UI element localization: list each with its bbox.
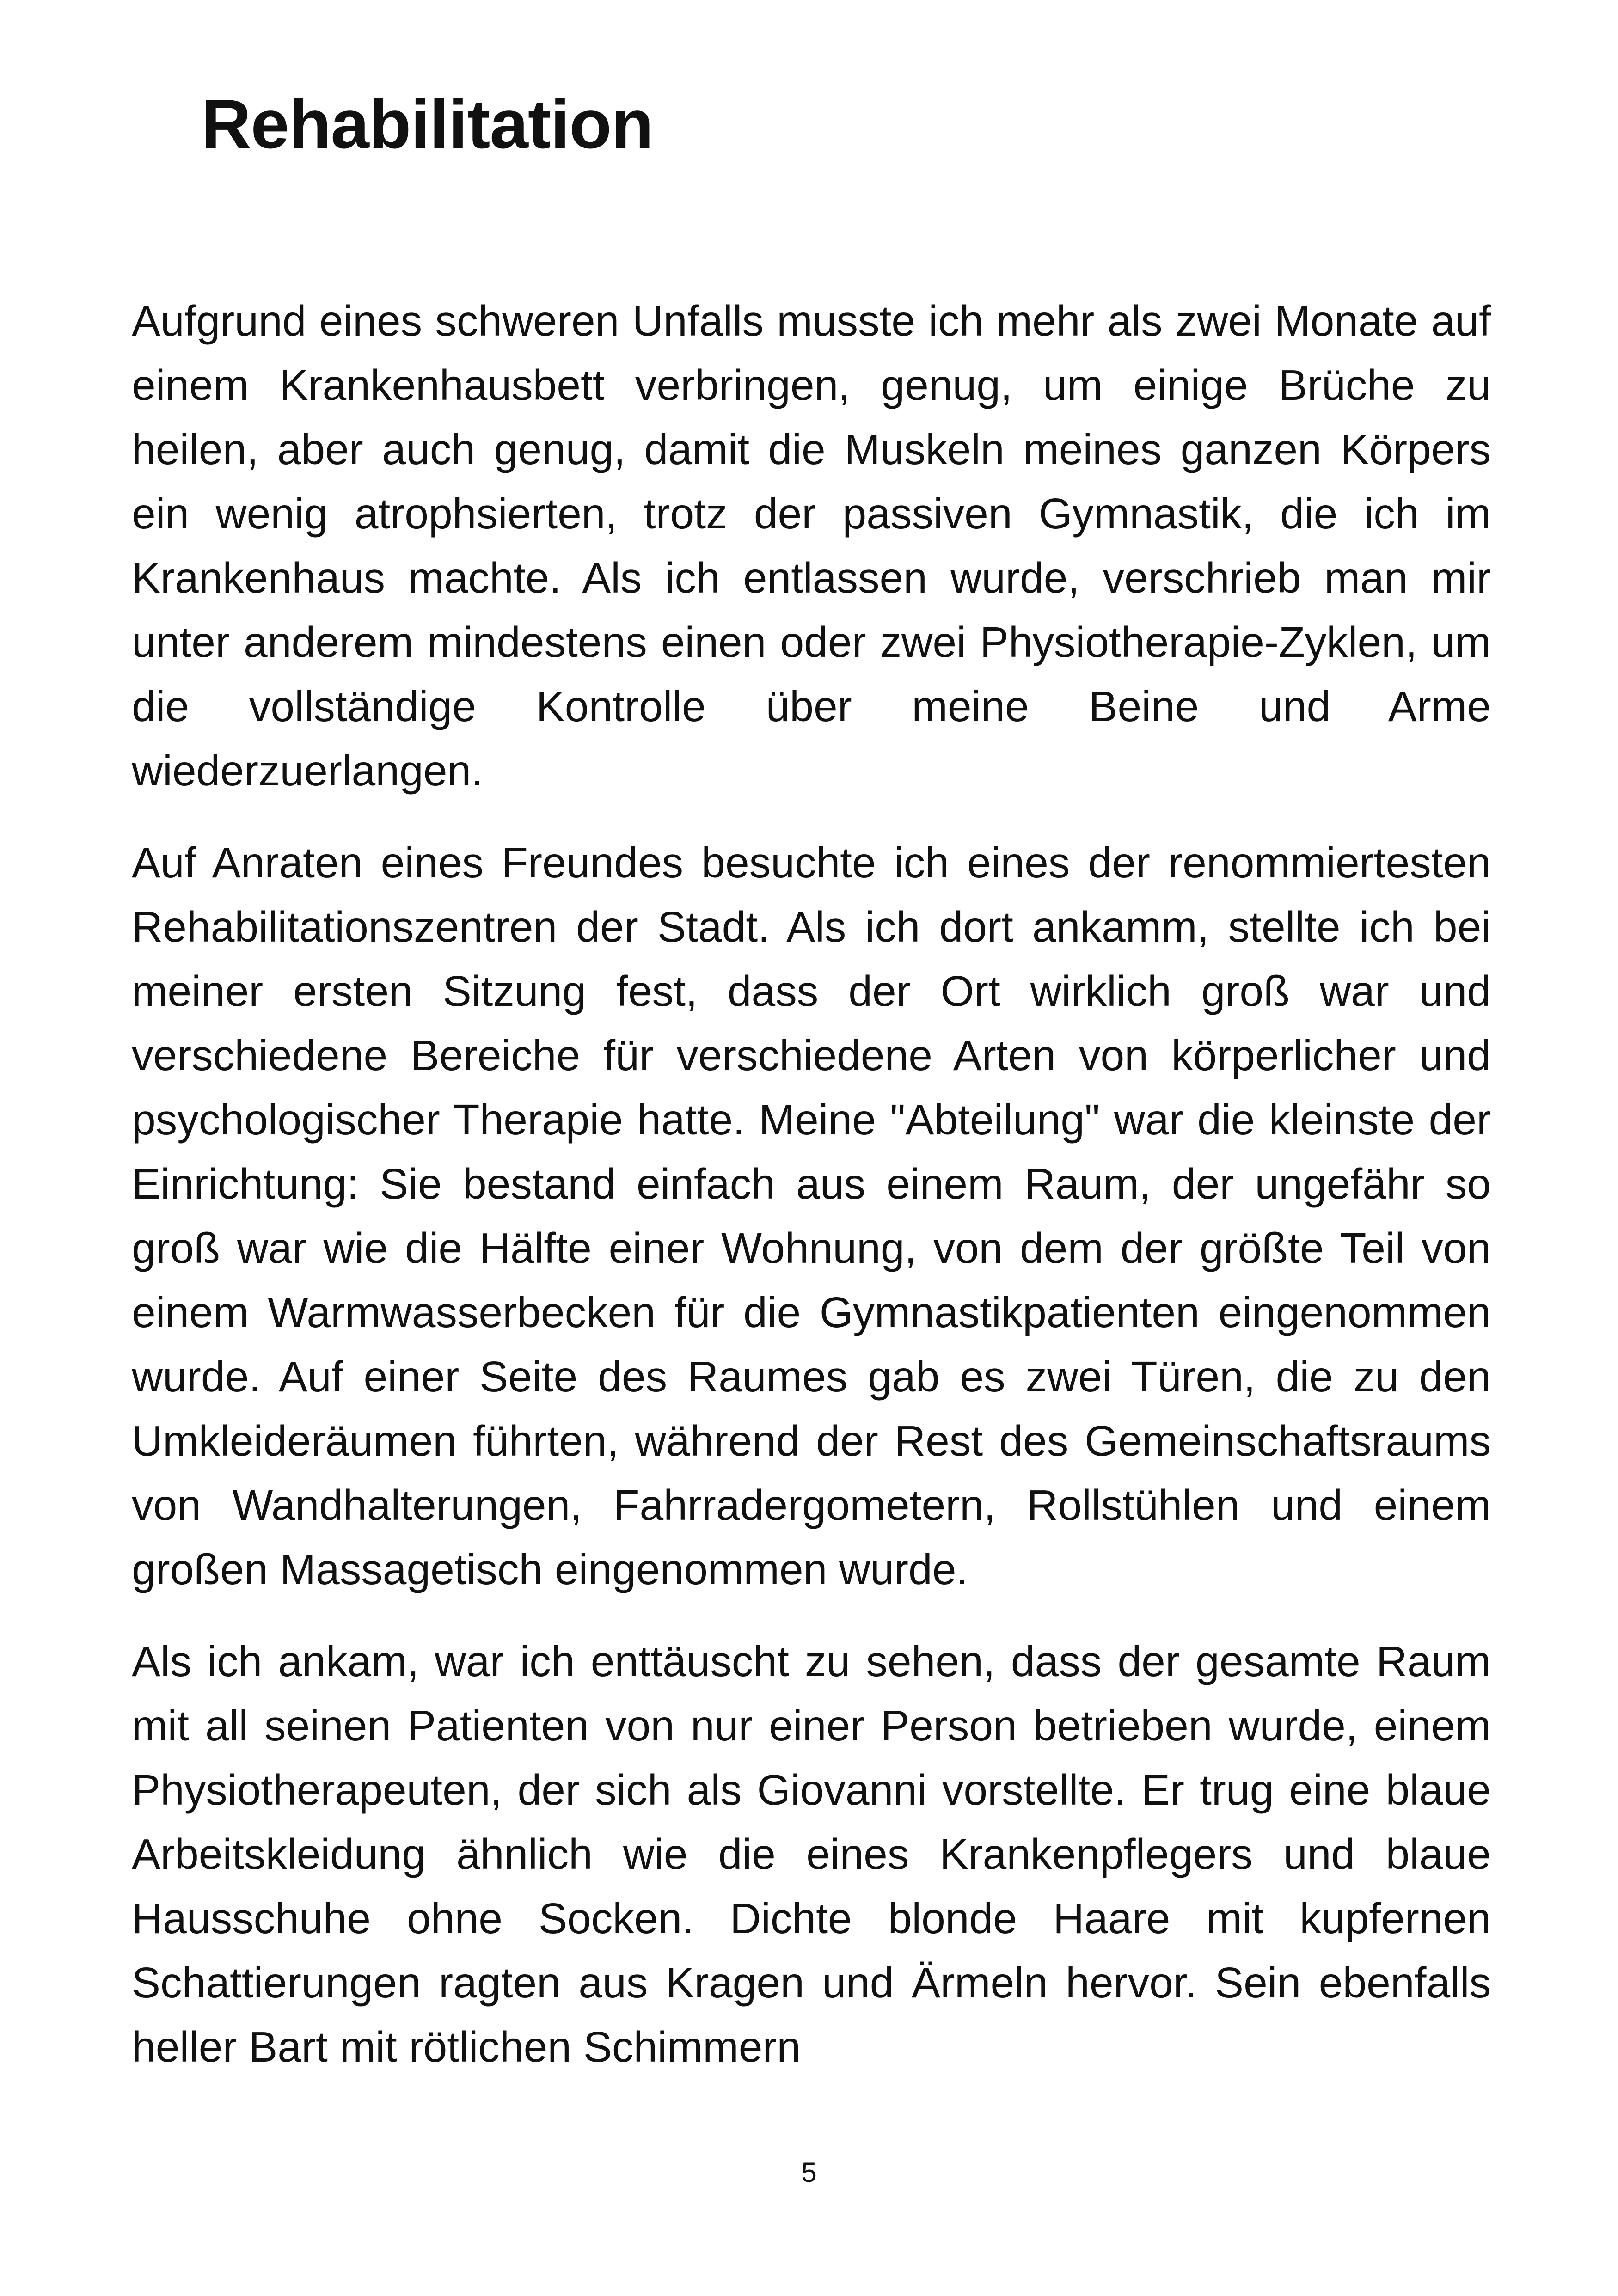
- page-title: Rehabilitation: [201, 85, 653, 163]
- paragraph-3: Als ich ankam, war ich enttäuscht zu sehen, dass der gesamte Raum mit all seinen Patienten von nur einer Person betrieben wurde, einem Physiotherapeuten, der sich als Giovanni vorstellte. Er trug eine blaue Arbeitskleidung ähnlich wie die eines Krankenpflegers und blaue Hausschuhe ohne Socken. Dichte blonde Haare mit kupfernen Schattierungen ragten aus Kragen und Ärmeln hervor. Sein ebenfalls heller Bart mit rötlichen Schimmern: [132, 1637, 1491, 2071]
- body-text: [132, 289, 1491, 2107]
- page-number: 5: [801, 2157, 817, 2188]
- paragraph-1: Aufgrund eines schweren Unfalls musste ich mehr als zwei Monate auf einem Krankenhausbett verbringen, genug, um einige Brüche zu heilen, aber auch genug, damit die Muskeln meines ganzen Körpers ein wenig atrophsierten, trotz der passiven Gymnastik, die ich im Krankenhaus machte. Als ich entlassen wurde, verschrieb man mir unter anderem mindestens einen oder zwei Physiotherapie-Zyklen, um die vollständige Kontrolle über meine Beine und Arme wiederzuerlangen.: [132, 297, 1491, 795]
- paragraph-2: Auf Anraten eines Freundes besuchte ich eines der renommiertesten Rehabilitationszentren der Stadt. Als ich dort ankamm, stellte ich bei meiner ersten Sitzung fest, dass der Ort wirklich groß war und verschiedene Bereiche für verschiedene Arten von körperlicher und psychologischer Therapie hatte. Meine "Abteilung" war die kleinste der Einrichtung: Sie bestand einfach aus einem Raum, der ungefähr so groß war wie die Hälfte einer Wohnung, von dem der größte Teil von einem Warmwasserbecken für die Gymnastikpatienten eingenommen wurde. Auf einer Seite des Raumes gab es zwei Türen, die zu den Umkleideräumen führten, während der Rest des Gemeinschaftsraums von Wandhalterungen, Fahrradergometern, Rollstühlen und einem großen Massagetisch eingenommen wurde.: [132, 839, 1491, 1593]
